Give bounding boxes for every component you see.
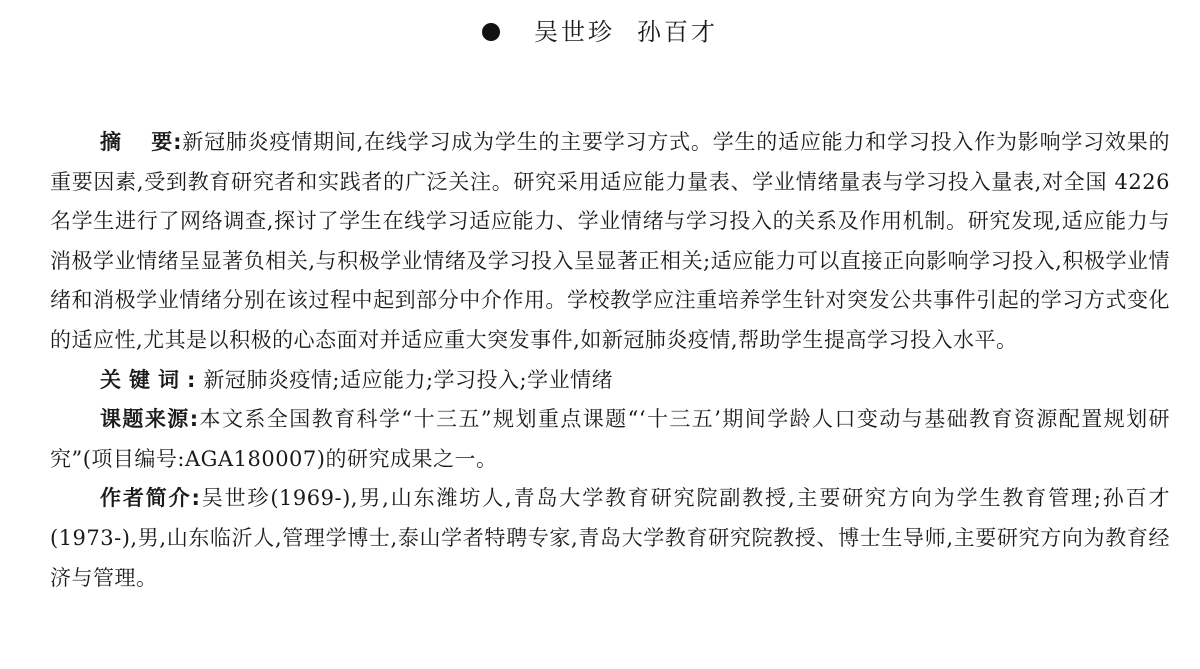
- abstract-label-tail: 要:: [151, 130, 182, 154]
- keywords-text: 新冠肺炎疫情;适应能力;学习投入;学业情绪: [203, 367, 614, 392]
- abstract-text: 新冠肺炎疫情期间,在线学习成为学生的主要学习方式。学生的适应能力和学习投入作为影响学习效果的重要因素,受到教育研究者和实践者的广泛关注。研究采用适应能力量表、学业情绪量表与学习投入量表,对全国 4226 名学生进行了网络调查,探讨了学生在线学习适应能力、学业情绪与学习投入的关系及作用机制。研究发现,适应能力与消极学业情绪呈显著负相关,与积极学业情绪及学习投入呈显著正相关;适应能力可以直接正向影响学习投入,积极学业情绪和消极学业情绪分别在该过程中起到部分中介作用。学校教学应注重培养学生针对突发公共事件引起的学习方式变化的适应性,尤其是以积极的心态面对并适应重大突发事件,如新冠肺炎疫情,帮助学生提高学习投入水平。: [50, 130, 1171, 352]
- author-name: 吴世珍: [534, 18, 615, 46]
- article-front-matter: [50, 123, 1170, 598]
- author-line: [0, 14, 1200, 50]
- funding-text: 本文系全国教育科学“十三五”规划重点课题“‘十三五’期间学龄人口变动与基础教育资源配置规划研究”(项目编号:AGA180007)的研究成果之一。: [50, 407, 1170, 471]
- author-intro-text: 吴世珍(1969-),男,山东潍坊人,青岛大学教育研究院副教授,主要研究方向为学生教育管理;孙百才(1973-),男,山东临沂人,管理学博士,泰山学者特聘专家,青岛大学教育研究院教授、博士生导师,主要研究方向为教育经济与管理。: [50, 486, 1170, 590]
- keywords-label: 关键词:: [100, 367, 204, 392]
- funding-paragraph: [50, 400, 1170, 479]
- abstract-label: 摘: [100, 130, 152, 154]
- keywords-paragraph: [50, 361, 1170, 401]
- author-intro-paragraph: [50, 479, 1170, 598]
- bullet-icon: [482, 23, 500, 41]
- author-intro-label: 作者简介:: [100, 486, 201, 511]
- abstract-paragraph: [50, 123, 1170, 361]
- author-name: 孙百才: [637, 18, 718, 46]
- funding-label: 课题来源:: [100, 407, 199, 432]
